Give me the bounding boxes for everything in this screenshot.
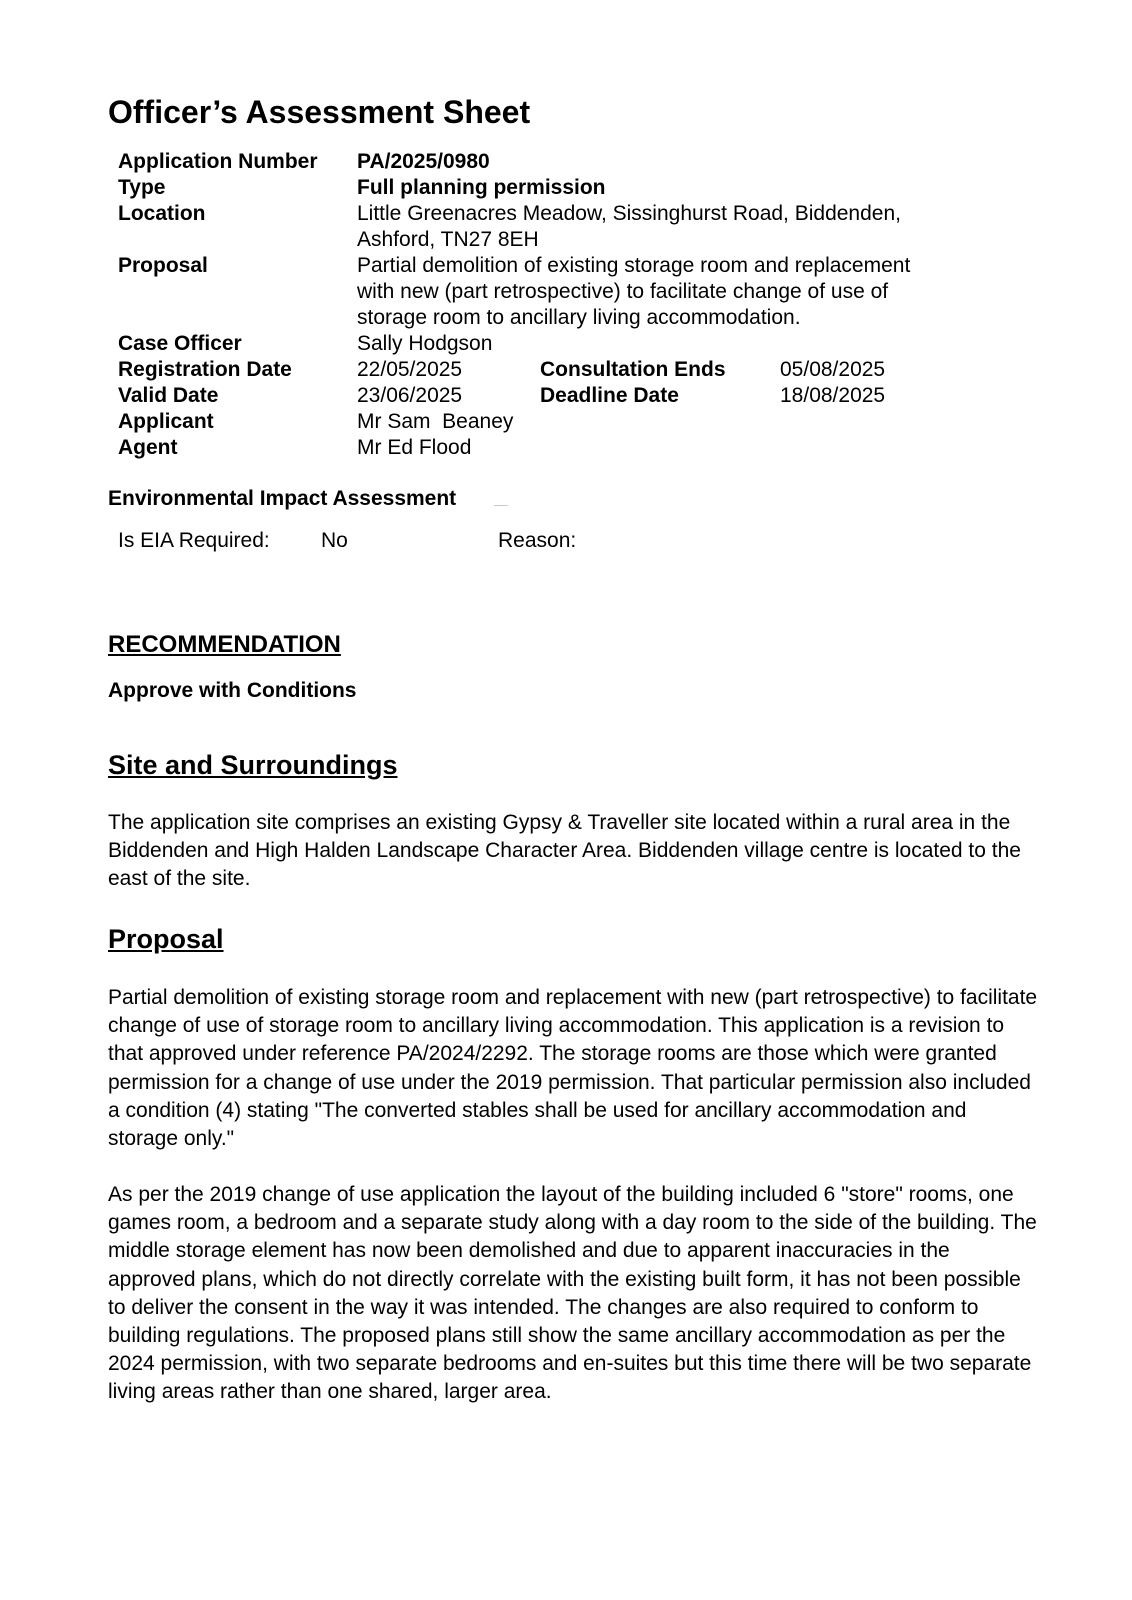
recommendation-heading: RECOMMENDATION: [108, 631, 341, 658]
proposal-line-2: with new (part retrospective) to facilitate change of use of: [357, 280, 889, 303]
eia-required-label: Is EIA Required:: [118, 529, 270, 552]
page-title: Officer’s Assessment Sheet: [108, 94, 531, 130]
eia-required-value: No: [321, 529, 348, 552]
proposal-paragraph-2: As per the 2019 change of use application the layout of the building included 6 "store" rooms, one games room, a bedroom and a separate study along with a day room to the side of the building. The middle storage element has now been demolished and due to apparent inaccuracies in the approved plans, which do not directly correlate with the existing built form, it has not been possible to deliver the consent in the way it was intended. The changes are also required to conform to building regulations. The proposed plans still show the same ancillary accommodation as per the 2024 permission, with two separate bedrooms and en-suites but this time there will be two separate living areas rather than one shared, larger area.: [108, 1183, 1037, 1404]
site-surroundings-heading: Site and Surroundings: [108, 750, 398, 780]
consultation-ends-value: 05/08/2025: [780, 358, 886, 381]
consultation-ends-label: Consultation Ends: [540, 358, 726, 381]
applicant-label: Applicant: [118, 410, 214, 433]
applicant-value: Mr Sam Beaney: [357, 410, 514, 433]
valid-date-value: 23/06/2025: [357, 384, 463, 407]
proposal-line-1: Partial demolition of existing storage room and replacement: [357, 254, 911, 277]
registration-date-label: Registration Date: [118, 358, 292, 381]
location-line-2: Ashford, TN27 8EH: [357, 228, 539, 251]
agent-label: Agent: [118, 436, 178, 459]
case-officer-label: Case Officer: [118, 332, 242, 355]
proposal-label: Proposal: [118, 254, 208, 277]
type-value: Full planning permission: [357, 176, 606, 199]
recommendation-value: Approve with Conditions: [108, 679, 357, 702]
deadline-date-value: 18/08/2025: [780, 384, 886, 407]
proposal-paragraph-1: Partial demolition of existing storage room and replacement with new (part retrospective) to facilitate change of use of storage room to ancillary living accommodation. This application is a revision to that approved under reference PA/2024/2292. The storage rooms are those which were granted permission for a change of use under the 2019 permission. That particular permission also included a condition (4) stating "The converted stables shall be used for ancillary accommodation and storage only.": [108, 986, 1038, 1151]
valid-date-label: Valid Date: [118, 384, 219, 407]
eia-heading: Environmental Impact Assessment: [108, 487, 457, 510]
proposal-line-3: storage room to ancillary living accommodation.: [357, 306, 801, 329]
site-surroundings-text: The application site comprises an existing Gypsy & Traveller site located within a rural area in the Biddenden and High Halden Landscape Character Area. Biddenden village centre is located to the east of the site.: [108, 811, 1021, 891]
case-officer-value: Sally Hodgson: [357, 332, 493, 355]
location-label: Location: [118, 202, 206, 225]
location-line-1: Little Greenacres Meadow, Sissinghurst Road, Biddenden,: [357, 202, 901, 225]
application-number-label: Application Number: [118, 150, 318, 173]
eia-reason-label: Reason:: [498, 529, 577, 552]
deadline-date-label: Deadline Date: [540, 384, 679, 407]
agent-value: Mr Ed Flood: [357, 436, 472, 459]
eia-marker: [494, 505, 508, 506]
proposal-heading: Proposal: [108, 924, 224, 954]
registration-date-value: 22/05/2025: [357, 358, 463, 381]
type-label: Type: [118, 176, 166, 199]
application-number-value: PA/2025/0980: [357, 150, 490, 173]
